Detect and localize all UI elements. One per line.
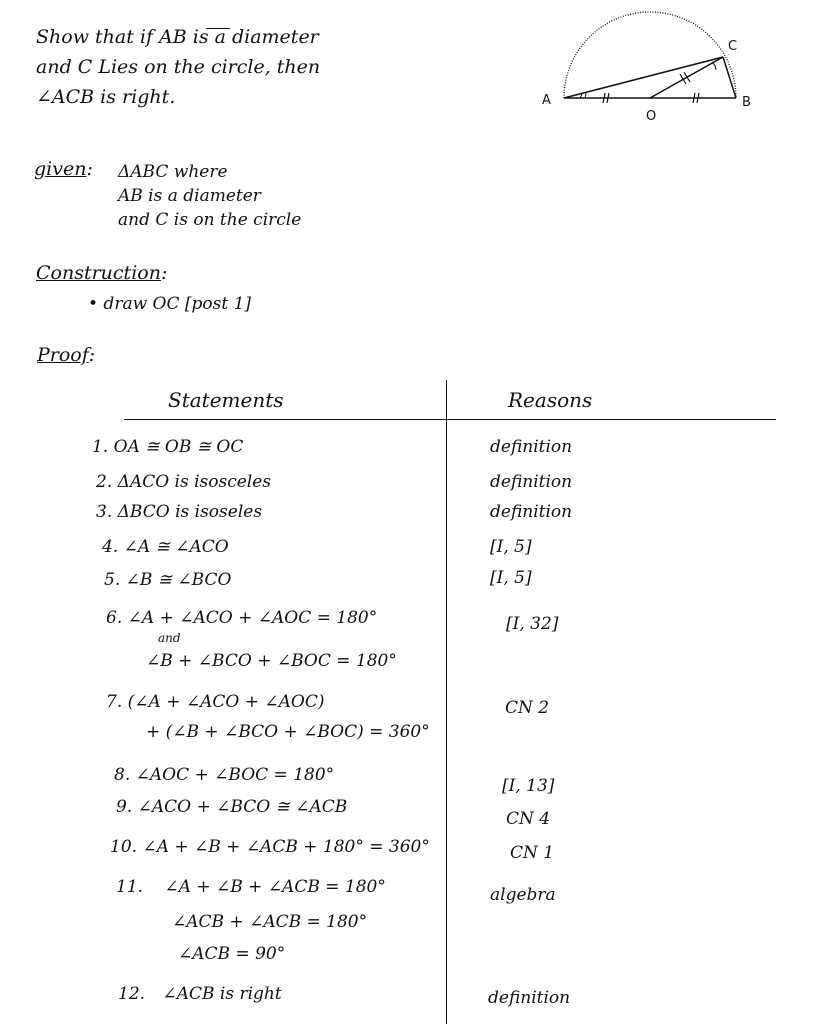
statement-row-6: 6. ∠A + ∠ACO + ∠AOC = 180° [106,608,378,628]
reason-row-1: definition [490,437,573,457]
problem-line-3: ∠ACB is right. [36,86,176,108]
given-line-2: AB is a diameter [118,186,261,206]
reason-row-4: [I, 5] [490,537,532,557]
statement-row-9: 9. ∠ACO + ∠BCO ≅ ∠ACB [116,797,348,817]
problem-line-2: and C Lies on the circle, then [36,56,321,78]
given-line-3: and C is on the circle [118,210,302,230]
label-c: C [728,39,738,54]
statement-row-12: 12. ∠ACB is right [118,984,282,1004]
statement-row-10: 10. ∠A + ∠B + ∠ACB + 180° = 360° [110,837,430,857]
segment-oc [650,57,723,98]
reason-row-2: definition [490,472,573,492]
statement-row-5: 5. ∠B ≅ ∠BCO [104,570,232,590]
statement-row-11-third: ∠ACB = 90° [178,944,286,964]
segment-ac [564,57,723,98]
angle-arc-c [712,62,716,70]
reason-row-3: definition [490,502,573,522]
statement-row-7: 7. (∠A + ∠ACO + ∠AOC) [106,692,325,712]
semicircle-arc [564,12,736,98]
statement-row-7-second: + (∠B + ∠BCO + ∠BOC) = 360° [146,722,430,742]
overline-mark [206,28,230,29]
reason-row-12: definition [488,988,571,1008]
given-line-1: ΔABC where [118,162,228,182]
problem-statement [36,22,320,112]
label-o: O [646,109,657,124]
label-a: A [542,93,551,108]
reason-row-10: CN 1 [510,843,555,863]
reason-row-5: [I, 5] [490,568,532,588]
reason-row-7: CN 2 [505,698,550,718]
reasons-header: Reasons [508,388,593,412]
table-column-divider [446,380,447,1024]
reason-row-6: [I, 32] [506,614,559,634]
construction-step: • draw OC [post 1] [88,294,252,314]
statements-header: Statements [168,388,284,412]
table-header-rule [124,419,776,420]
statement-row-6-second: ∠B + ∠BCO + ∠BOC = 180° [146,651,397,671]
proof-heading: Proof: [37,344,96,366]
construction-heading: Construction: [36,262,168,284]
given-body [118,160,301,232]
problem-line-1: Show that if AB is a diameter [36,26,319,48]
segment-cb [723,57,736,98]
semicircle-diagram [520,0,780,130]
statement-row-3: 3. ΔBCO is isoseles [96,502,263,522]
statement-row-8: 8. ∠AOC + ∠BOC = 180° [114,765,335,785]
label-b: B [742,95,751,110]
statement-row-2: 2. ΔACO is isosceles [96,472,272,492]
statement-row-11: 11. ∠A + ∠B + ∠ACB = 180° [116,877,386,897]
reason-row-9: CN 4 [506,809,551,829]
statement-row-4: 4. ∠A ≅ ∠ACO [102,537,229,557]
statement-row-11-second: ∠ACB + ∠ACB = 180° [172,912,368,932]
reason-row-11: algebra [490,885,556,905]
statement-row-1: 1. OA ≅ OB ≅ OC [92,437,244,457]
given-heading: given: [34,158,93,180]
statement-row-6-and: and [158,631,181,645]
reason-row-8: [I, 13] [502,776,555,796]
